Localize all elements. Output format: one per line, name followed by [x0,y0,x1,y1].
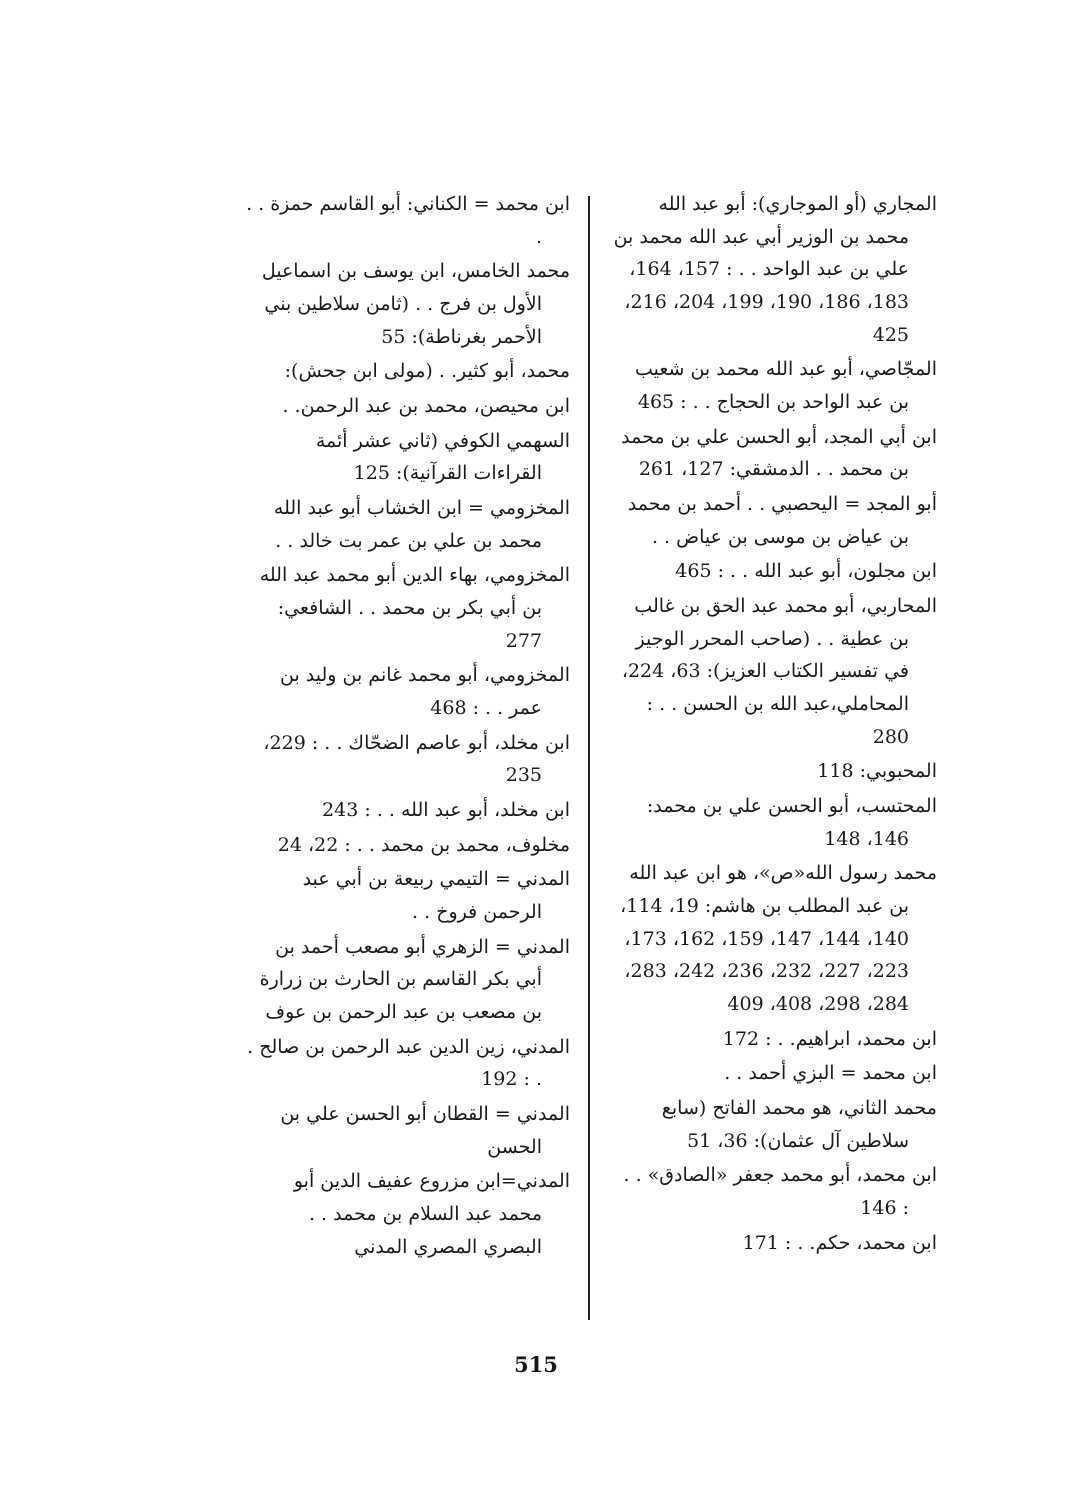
index-entry [612,790,937,855]
index-entry [245,1098,570,1163]
index-entry-text: المدني = القطان أبو الحسن علي بن الحسن [274,1103,570,1158]
index-entry [612,1057,937,1090]
index-entry [245,492,570,557]
index-entry [612,488,937,553]
index-entry [245,794,570,827]
index-entry-text: المخزومي، بهاء الدين أبو محمد عبد الله بن أبي بكر بن محمد . . الشافعي: 277 [253,564,570,652]
index-entry-text: المجّاصي، أبو عبد الله محمد بن شعيب بن عبد الواحد بن الحجاج . . : 465 [628,358,937,414]
index-entry [607,188,937,351]
index-entry-text: المدني = التيمي ربيعة بن أبي عبد الرحمن فروخ . . [296,868,570,924]
index-entry-text: ابن محمد، ابراهيم. . : 172 [722,1027,937,1050]
index-entry-text: المخزومي = ابن الخشاب أبو عبد الله محمد بن علي بن عمر بت خالد . . [267,497,570,552]
index-entry [612,1159,937,1224]
index-entry-text: محمد رسول الله«ص»، هو ابن عبد الله بن عبد المطلب بن هاشم: 19، 114، 140، 144، 147، 159، 162، 173، 223، 227، 232، 236، 242، 283، 284، 298، 408، 409 [614,862,937,1016]
index-entry [612,857,937,1020]
index-entry [612,755,937,788]
index-entry-text: المدني = الزهري أبو مصعب أحمد بن أبي بكر القاسم بن الحارث بن زرارة بن مصعب بن عبد الرحمن بن عوف [253,935,570,1024]
index-entry-text: المحاربي، أبو محمد عبد الحق بن غالب بن عطية . . (صاحب المحرر الوجيز في تفسير الكتاب العزيز): 63، 224، المحاملي،عبد الله بن الحسن . . : 280 [615,595,937,748]
index-entry [612,1227,937,1260]
index-entry-text: ابن محمد = البزي أحمد . . [724,1062,937,1085]
index-entry-text: أبو المجد = اليحصبي . . أحمد بن محمد بن عياض بن موسى بن عياض . . [621,493,937,548]
index-entry [245,659,570,724]
index-entry-text: ابن محمد، أبو محمد جعفر «الصادق» . . : 146 [617,1164,937,1220]
index-entry [612,555,937,588]
index-entry-text: ابن محمد، حكم. . : 171 [742,1231,937,1254]
left-column [240,188,570,1266]
index-entry-text: مخلوف، محمد بن محمد . . : 22، 24 [277,833,570,856]
index-entry-text: ابن أبي المجد، أبو الحسن علي بن محمد بن محمد . . الدمشقي: 127، 261 [615,425,937,481]
index-entry [245,1165,570,1263]
index-entry-text: المدني=ابن مزروع عفيف الدين أبو محمد عبد السلام بن محمد . . البصري المصري المدني [287,1170,570,1258]
index-entry-text: السهمي الكوفي (ثاني عشر أئمة القراءات القرآنية): 125 [309,429,570,485]
index-entry-text: المدني، زين الدين عبد الرحمن بن صالح . . : 192 [241,1035,570,1091]
index-entry [241,1031,570,1096]
index-entry [612,421,937,486]
index-entry [245,829,570,862]
index-entry-text: ابن مخلد، أبو عاصم الضحّاك . . : 229، 235 [257,731,570,787]
index-entry-text: محمد الثاني، هو محمد الفاتح (سابع سلاطين آل عثمان): 36، 51 [655,1097,937,1152]
index-entry [245,355,570,388]
index-entry [245,931,570,1029]
index-entry [245,390,570,423]
index-entry-text: المحبوبي: 118 [817,760,937,783]
index-entry [240,188,570,253]
index-entry-text: المحتسب، أبو الحسن علي بن محمد: 146، 148 [640,795,937,850]
index-entry [612,1023,937,1056]
index-entry-text: ابن محيصن، محمد بن عبد الرحمن. . [282,395,570,418]
index-entry [245,559,570,657]
index-entry-text: المخزومي، أبو محمد غانم بن وليد بن عمر . . : 468 [273,664,570,720]
index-entry [245,425,570,490]
index-entry-text: محمد، أبو كثير. . (مولى ابن جحش): [284,360,570,383]
right-column [607,188,937,1262]
index-entry [612,590,937,753]
index-entry [612,1092,937,1157]
index-entry [245,255,570,353]
index-entry-text: المجاري (أو الموجاري): أبو عبد الله محمد بن الوزير أبي عبد الله محمد بن علي بن عبد الواحد . . : 157، 164، 183، 186، 190، 199، 204، 216، 425 [607,193,937,346]
index-entry-text: محمد الخامس، ابن يوسف بن اسماعيل الأول بن فرج . . (ثامن سلاطين بني الأحمر بغرناطة): 55 [255,260,570,348]
page-number: 515 [514,1352,558,1377]
index-entry [612,353,937,418]
index-entry-text: ابن مخلد، أبو عبد الله . . : 243 [322,799,570,822]
column-divider [588,196,590,1320]
index-entry [245,727,570,792]
index-entry-text: ابن محمد = الكناني: أبو القاسم حمزة . . . [240,193,570,248]
index-entry-text: ابن مجلون، أبو عبد الله . . : 465 [675,560,937,583]
index-entry [245,863,570,928]
